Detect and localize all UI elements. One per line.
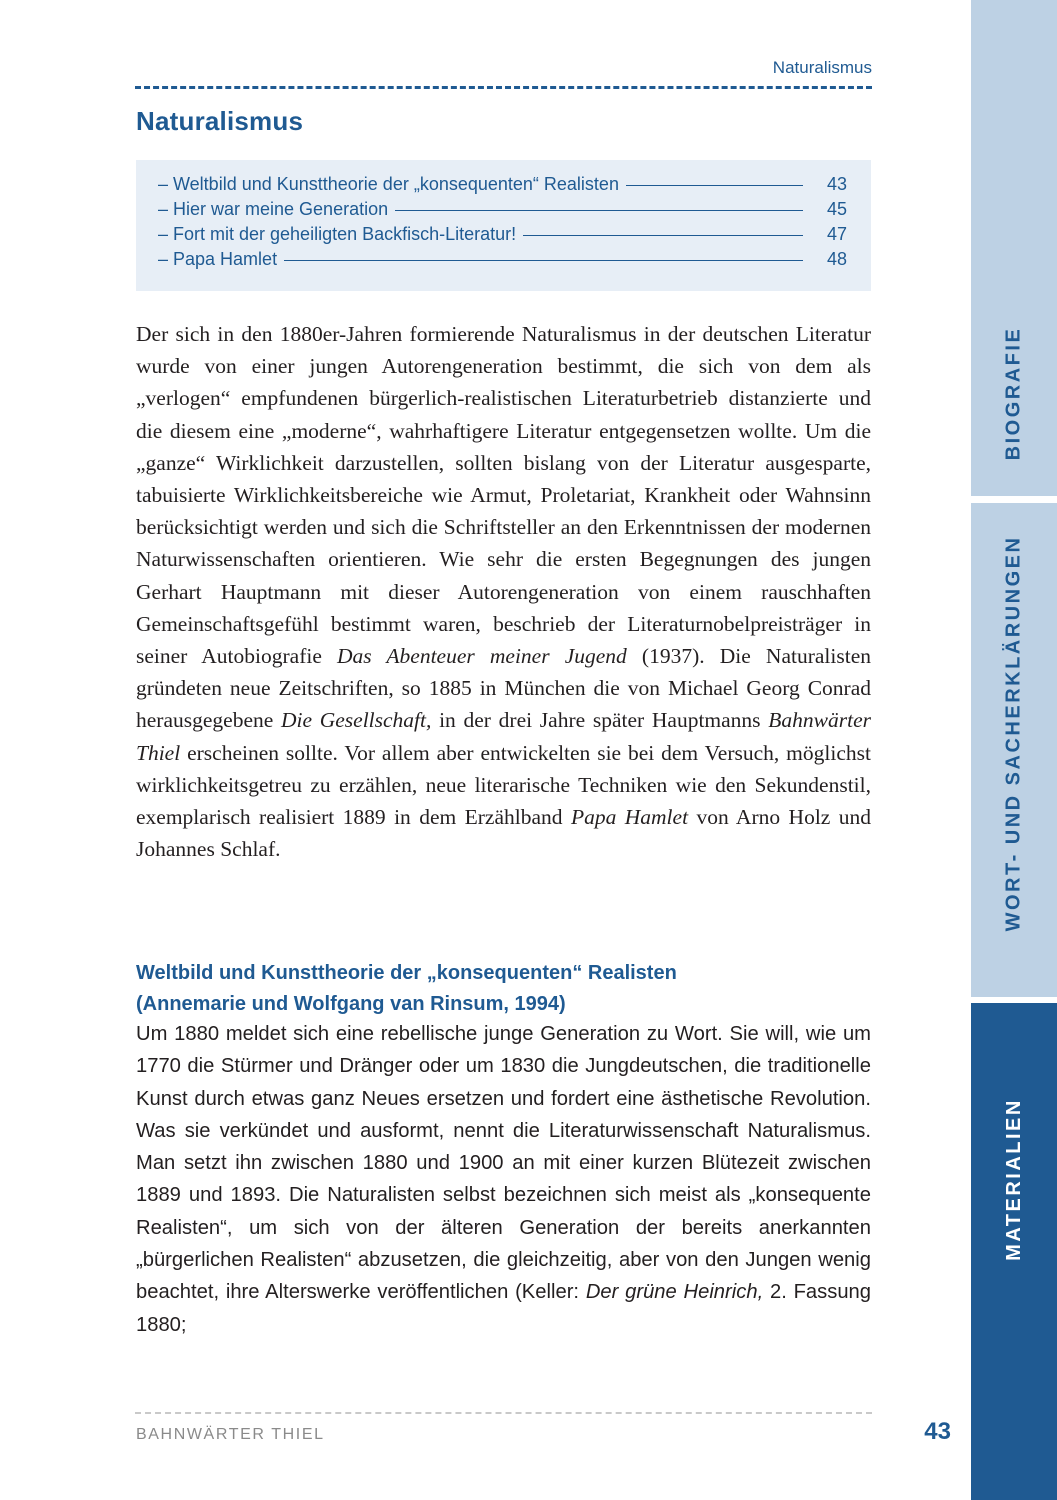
toc-leader [284,260,803,261]
intro-text-run: (1937). Die Naturalisten gründeten neue Zeitschriften, so 1885 in München die von Michael Georg Conrad herausgegebene [136,644,871,733]
work-title: Bahnwärter Thiel [136,708,871,765]
side-tab-label: BIOGRAFIE [1002,326,1025,460]
toc-entry-label: – Hier war meine Generation [158,199,389,219]
toc-entry-label: – Fort mit der geheiligten Backfisch-Literatur! [158,224,517,244]
section-text [136,1018,871,1341]
work-title: Das Abenteuer meiner Jugend [337,644,627,669]
side-tab-wort-und-sacherklaerungen[interactable] [971,503,1057,997]
side-tab-biografie[interactable] [971,0,1057,496]
footer-book-title: BAHNWÄRTER THIEL [136,1426,325,1443]
table-of-contents [136,160,871,291]
side-tab-label: WORT- UND SACHERKLÄRUNGEN [1002,535,1025,932]
toc-entry-page: 48 [826,249,847,269]
toc-entry[interactable] [158,224,847,249]
work-title: Papa Hamlet [570,805,689,830]
intro-paragraph [136,318,871,865]
toc-entry-page: 47 [826,224,847,244]
section-paragraph [136,1018,871,1341]
toc-entry[interactable] [158,199,847,224]
section-heading-source: (Annemarie und Wolfgang van Rinsum, 1994) [136,993,566,1015]
toc-leader [395,210,803,211]
toc-entry-label: – Papa Hamlet [158,249,278,269]
page-number: 43 [924,1418,951,1445]
section-text-run: 2. Fassung 1880; [136,1281,871,1336]
work-title: Der grüne Heinrich, [585,1281,764,1304]
toc-leader [626,185,803,186]
running-head: Naturalismus [772,58,872,77]
toc-entry[interactable] [158,249,847,274]
chapter-title: Naturalismus [136,106,304,136]
intro-text [136,318,871,865]
intro-text-run: erscheinen sollte. Vor allem aber entwickelten sie bei dem Versuch, möglichst wirklichkeitsgetreu zu erzählen, neue literarische Techniken wie den Sekundenstil, exemplarisch realisiert 1889 in dem Erzählband [136,740,871,830]
section-heading-line: Weltbild und Kunsttheorie der „konsequenten“ Realisten [136,962,677,984]
header-divider [135,86,872,89]
work-title: Die Gesellschaft, [280,708,432,733]
side-tab-label: MATERIALIEN [1002,1097,1025,1261]
toc-leader [523,235,803,236]
intro-text-run: Der sich in den 1880er-Jahren formierende Naturalismus in der deutschen Literatur wurde von einer jungen Autorengeneration bestimmt, die sich von dem als „verlogen“ empfundenen bürgerlich-realistischen Literaturbetrieb distanzierte und die diesem eine „moderne“, wahrhaftigere Literatur entgegensetzen wollte. Um die „ganze“ Wirklichkeit darzustellen, sollten bislang von der Literatur ausgesparte, tabuisierte Wirklichkeitsbereiche wie Armut, Proletariat, Krankheit oder Wahnsinn berücksichtigt werden und sich die Schriftsteller an den Erkenntnissen der modernen Naturwissenschaften orientieren. Wie sehr die ersten Begegnungen des jungen Gerhart Hauptmann mit dieser Autorengeneration von einem rauschhaften Gemeinschaftsgefühl bestimmt waren, beschrieb der Literaturnobelpreisträger in seiner Autobiografie [136,322,871,669]
side-tab-materialien[interactable] [971,1003,1057,1500]
intro-text-run: in der drei Jahre später Hauptmanns [431,708,769,733]
section-heading [136,958,871,1020]
toc-entry-page: 43 [826,174,847,194]
toc-entry-label: – Weltbild und Kunsttheorie der „konsequenten“ Realisten [158,174,619,194]
footer-divider [135,1412,872,1414]
toc-entry-page: 45 [826,199,847,219]
section-text-run: Um 1880 meldet sich eine rebellische junge Generation zu Wort. Sie will, wie um 1770 die Stürmer und Dränger oder um 1830 die Jungdeutschen, die traditionelle Kunst durch etwas ganz Neues ersetzen und fordert eine ästhetische Revolution. Was sie verkündet und ausformt, nennt die Literaturwissenschaft Naturalismus. Man setzt ihn zwischen 1880 und 1900 an mit einer kurzen Blütezeit zwischen 1889 und 1893. Die Naturalisten selbst bezeichnen sich meist als „konsequente Realisten“, um sich von der älteren Generation der bereits anerkannten „bürgerlichen Realisten“ abzusetzen, die gleichzeitig, aber von den Jungen wenig beachtet, ihre Alterswerke veröffentlichen (Keller: [136,1023,871,1304]
toc-entry[interactable] [158,174,847,199]
intro-text-run: von Arno Holz und Johannes Schlaf. [136,805,871,862]
